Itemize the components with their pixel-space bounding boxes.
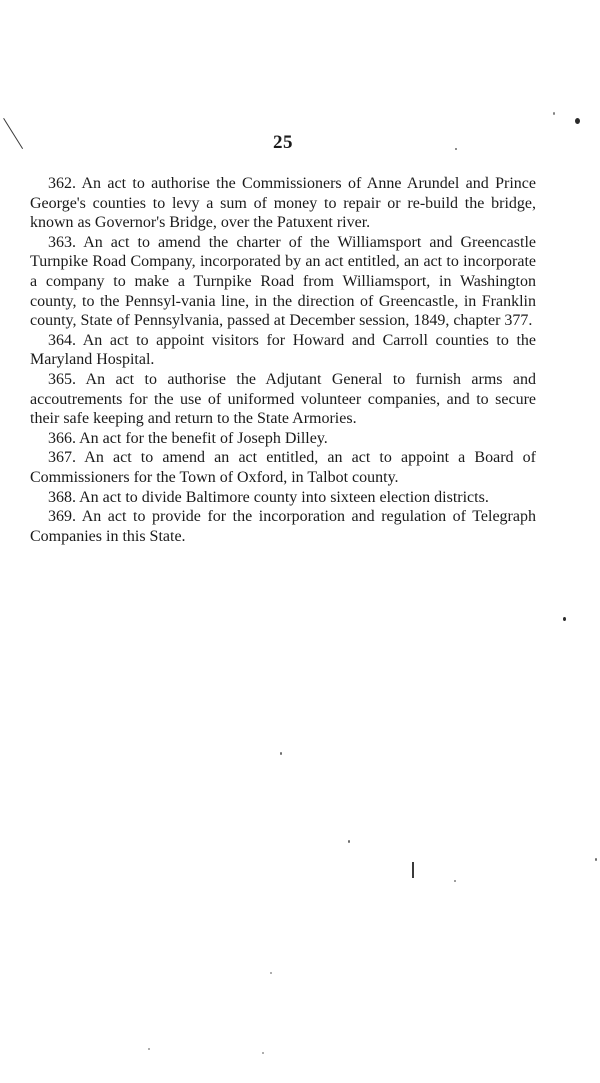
scan-speck (148, 1048, 150, 1050)
act-number: 366. (48, 429, 76, 447)
page-number: 25 (273, 132, 293, 153)
scan-speck (455, 148, 457, 150)
scan-speck (262, 1052, 264, 1054)
act-number: 365. (48, 370, 76, 388)
act-entry-365 (30, 370, 536, 429)
act-text: An act to amend the charter of the Williamsport and Greencastle Turnpike Road Company, incorporated by an act entitled, an act to incorporate a company to make a Turnpike Road from Williamsport, in Washington county, to the Pennsyl-vania line, in the direction of Greencastle, in Franklin county, State of Pennsylvania, passed at December session, 1849, chapter 377. (30, 233, 537, 330)
act-entry-366 (30, 429, 536, 449)
act-number: 368. (48, 488, 76, 506)
scan-mark (412, 862, 414, 878)
act-entry-364 (30, 331, 536, 370)
act-entry-369 (30, 507, 536, 546)
act-entry-367 (30, 448, 536, 487)
act-text: An act for the benefit of Joseph Dilley. (79, 429, 328, 447)
act-entry-363 (30, 233, 536, 331)
scan-speck (595, 858, 597, 861)
act-entry-368 (30, 488, 536, 508)
acts-list (30, 174, 536, 546)
scan-speck (553, 112, 555, 115)
scan-speck (563, 617, 566, 621)
act-number: 362. (48, 175, 76, 192)
scan-speck (454, 880, 456, 882)
act-text: An act to amend an act entitled, an act to appoint a Board of Commissioners for the Town of Oxford, in Talbot county. (30, 449, 537, 486)
act-number: 363. (48, 233, 76, 251)
act-text: An act to authorise the Adjutant General to furnish arms and accoutrements for the use of uniformed volunteer companies, and to secure their safe keeping and return to the State Armories. (30, 370, 536, 428)
scan-speck (575, 118, 580, 124)
act-text: An act to provide for the incorporation and regulation of Telegraph Companies in this State. (30, 508, 536, 545)
act-number: 364. (48, 331, 76, 349)
act-number: 369. (48, 508, 76, 526)
scan-speck (270, 972, 272, 974)
act-text: An act to appoint visitors for Howard and Carroll counties to the Maryland Hospital. (30, 331, 536, 369)
act-number: 367. (48, 449, 76, 467)
act-text: An act to divide Baltimore county into sixteen election districts. (79, 488, 489, 506)
scan-speck (348, 840, 350, 843)
act-text: An act to authorise the Commissioners of Anne Arundel and Prince George's counties to levy a sum of money to repair or re-build the bridge, known as Governor's Bridge, over the Patuxent river. (30, 175, 536, 232)
scan-speck (280, 752, 282, 755)
act-entry-362 (30, 174, 536, 233)
